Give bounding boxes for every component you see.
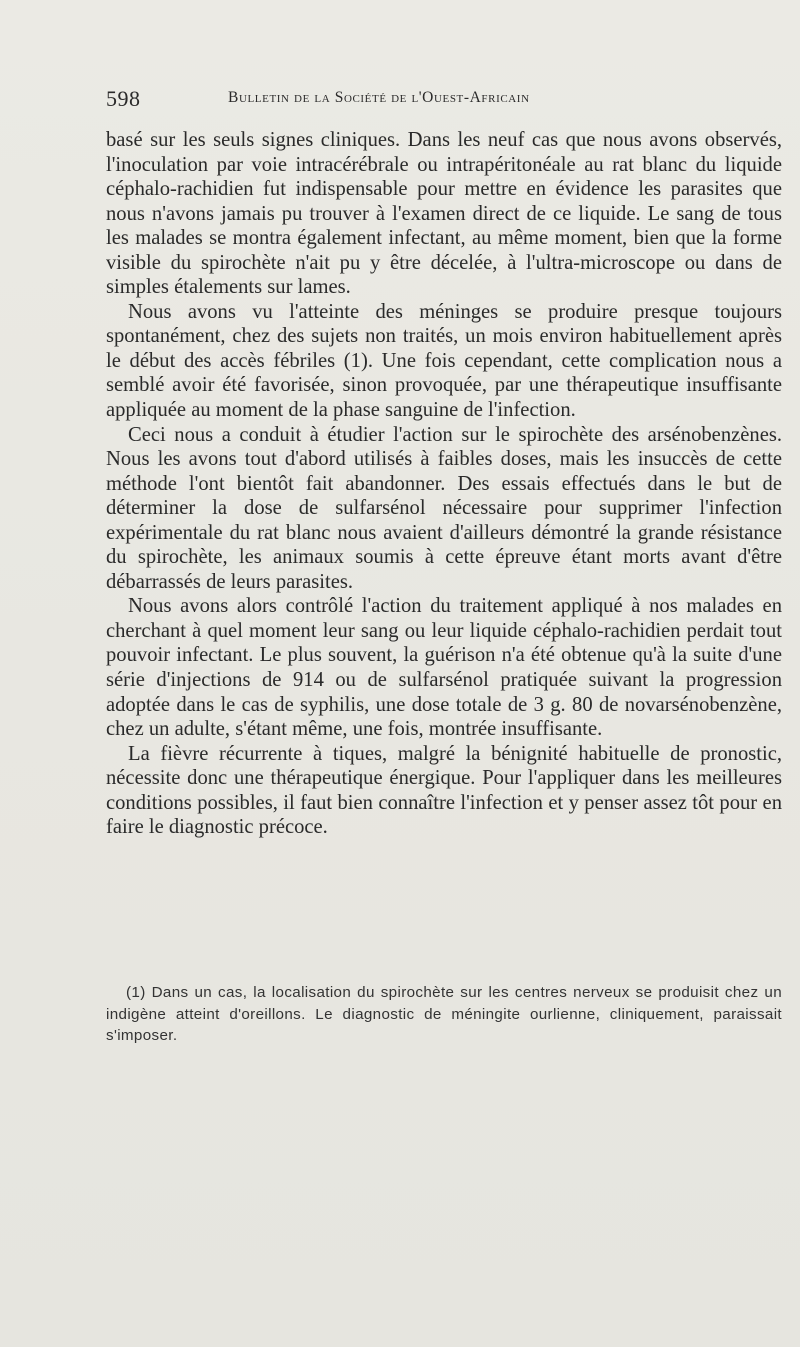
page-number: 598: [106, 86, 141, 111]
paragraph-2: Nous avons vu l'atteinte des méninges se produire presque toujours spontanément, chez des sujets non traités, un mois environ habituellement après le début des accès fébriles (1). Une fois cependant, cette complication nous a semblé avoir été favorisée, sinon provoquée, par une thérapeutique insuffisante appliquée au moment de la phase sanguine de l'infection.: [106, 300, 782, 422]
page-header: [106, 86, 782, 114]
running-title: Bulletin de la Société de l'Ouest-Africain: [228, 89, 530, 106]
body-text: [106, 128, 782, 840]
paragraph-5: La fièvre récurrente à tiques, malgré la bénignité habituelle de pronostic, nécessite donc une thérapeutique énergique. Pour l'appliquer dans les meilleures conditions possibles, il faut bien connaître l'infection et y penser assez tôt pour en faire le diagnostic précoce.: [106, 742, 782, 839]
footnotes: [106, 982, 782, 1047]
paragraph-3: Ceci nous a conduit à étudier l'action sur le spirochète des arsénobenzènes. Nous les avons tout d'abord utilisés à faibles doses, mais les insuccès de cette méthode l'ont bientôt fait abandonner. Des essais effectués dans le but de déterminer la dose de sulfarsénol nécessaire pour supprimer l'infection expérimentale du rat blanc nous avaient d'ailleurs démontré la grande résistance du spirochète, les animaux soumis à cette épreuve étant morts avant d'être débarrassés de leurs parasites.: [106, 423, 782, 593]
paragraph-4: Nous avons alors contrôlé l'action du traitement appliqué à nos malades en cherchant à quel moment leur sang ou leur liquide céphalo-rachidien perdait tout pouvoir infectant. Le plus souvent, la guérison n'a été obtenue qu'à la suite d'une série d'injections de 914 ou de sulfarsénol pratiquée suivant la progression adoptée dans le cas de syphilis, une dose totale de 3 g. 80 de novarsénobenzène, chez un adulte, s'étant même, une fois, montrée insuffisante.: [106, 595, 782, 741]
paragraph-1: basé sur les seuls signes cliniques. Dans les neuf cas que nous avons observés, l'inoculation par voie intracérébrale ou intrapéritonéale au rat blanc du liquide céphalo-rachidien fut indispensable pour mettre en évidence les parasites que nous n'avons jamais pu trouver à l'examen direct de ce liquide. Le sang de tous les malades se montra également infectant, au même moment, bien que la forme visible du spirochète n'ait pu y être décelée, à l'ultra-microscope ou dans de simples étalements sur lames.: [106, 129, 782, 299]
footnote-1: (1) Dans un cas, la localisation du spirochète sur les centres nerveux se produisit chez un indigène atteint d'oreillons. Le diagnostic de méningite ourlienne, cliniquement, paraissait s'imposer.: [106, 984, 782, 1044]
